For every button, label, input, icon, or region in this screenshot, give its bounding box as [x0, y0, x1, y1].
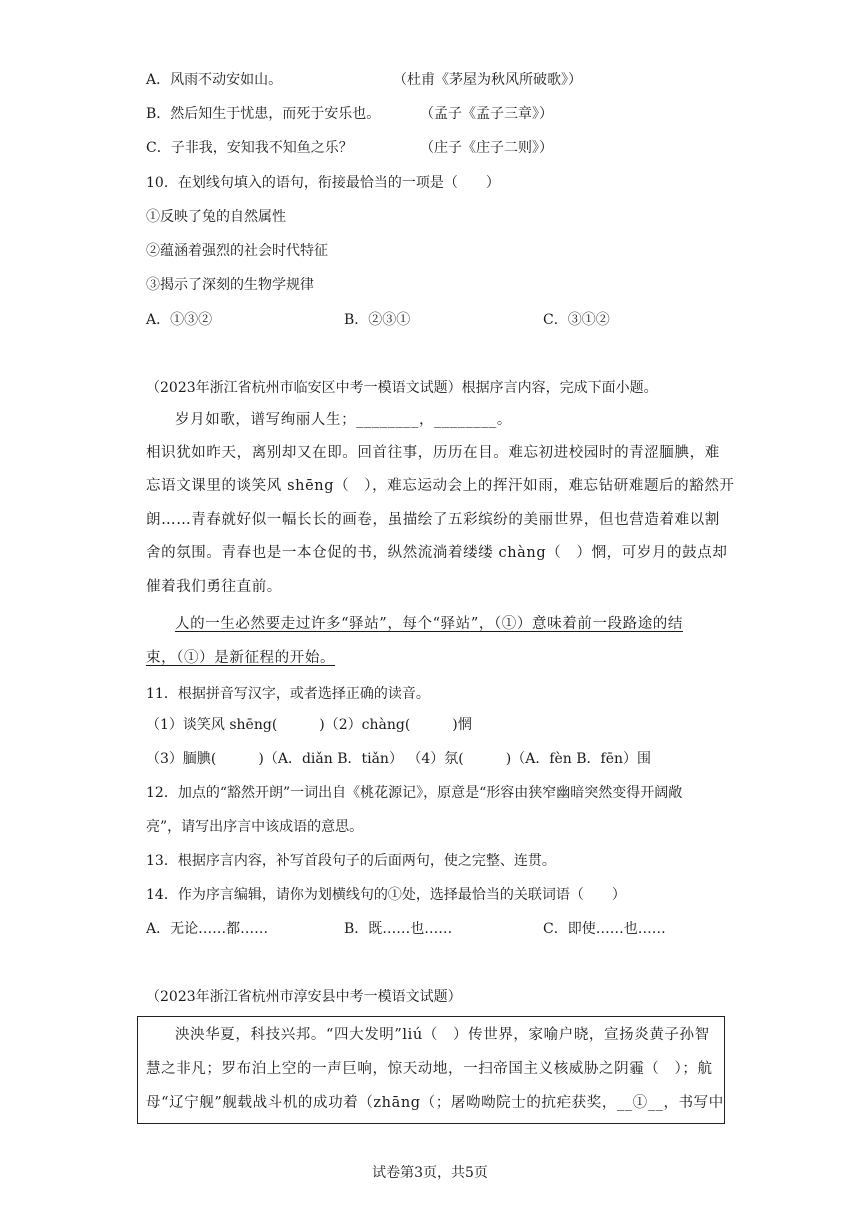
q10-stem: 10．在划线句填入的语句，衔接最恰当的一项是（ ）: [146, 175, 500, 191]
q14-option-a: A．无论……都……: [146, 921, 269, 937]
q9-option-c: C．子非我，安知我不知鱼之乐？: [146, 140, 353, 156]
q9-option-c-source: （庄子《庄子二则》）: [420, 140, 553, 156]
passage-line-5: 舍的氛围。青春也是一本仓促的书，纵然流淌着缕缕 chàng（ ）惘，可岁月的鼓点却: [146, 545, 728, 561]
q9-option-b-source: （孟子《孟子三章》）: [420, 106, 553, 122]
q12-line-2: 亮”，请写出序言中该成语的意思。: [146, 819, 364, 835]
passage-line-1: 岁月如歌，谱写绚丽人生；________，________。: [175, 412, 512, 428]
passage-line-6: 催着我们勇往直前。: [146, 579, 282, 595]
underlined-line-1: 人的一生必然要走过许多“驿站”，每个“驿站”，（①）意味着前一段路途的结: [175, 616, 683, 632]
q9-option-b: B．然后知生于忧患，而死于安乐也。: [146, 106, 381, 122]
q11-stem: 11．根据拼音写汉字，或者选择正确的读音。: [146, 686, 430, 702]
q10-option-c: C．③①②: [543, 312, 610, 328]
q10-item-1: ①反映了兔的自然属性: [146, 209, 286, 225]
q10-item-3: ③揭示了深刻的生物学规律: [146, 277, 314, 293]
q14-option-c: C．即使……也……: [543, 921, 666, 937]
page-footer: 试卷第3页，共5页: [372, 1165, 488, 1181]
passage-line-2: 相识犹如昨天，离别却又在即。回首往事，历历在目。难忘初进校园时的青涩腼腆，难: [146, 445, 720, 461]
underlined-line-2: 束，（①）是新征程的开始。: [146, 650, 336, 666]
box-line-2: 慧之非凡；罗布泊上空的一声巨响，惊天动地，一扫帝国主义核威胁之阴霾（ ）；航: [146, 1061, 713, 1077]
box-line-1: 泱泱华夏，科技兴邦。“四大发明”liú（ ）传世界，家喻户晓，宣扬炎黄子孙智: [175, 1027, 710, 1043]
passage-line-4: 朗……青春就好似一幅长长的画卷，虽描绘了五彩缤纷的美丽世界，但也营造着难以割: [146, 512, 720, 528]
q14-option-b: B．既……也……: [344, 921, 453, 937]
q9-option-a-source: （杜甫《茅屋为秋风所破歌》）: [393, 72, 582, 88]
q12-line-1: 12．加点的“豁然开朗”一词出自《桃花源记》，原意是“形容由狭窄幽暗突然变得开阔敞: [146, 785, 683, 801]
box-line-3: 母“辽宁舰”舰载战斗机的成功着（zhāng（；屠呦呦院士的抗疟获奖，__①__，书写中: [146, 1095, 724, 1111]
q11-row-2: （3）腼腆( )（A．diǎn B．tiǎn） （4）氛( )（A．fèn B．fēn）围: [146, 751, 652, 767]
q13-stem: 13．根据序言内容，补写首段句子的后面两句，使之完整、连贯。: [146, 853, 556, 869]
passage-line-3: 忘语文课里的谈笑风 shēng（ ），难忘运动会上的挥汗如雨，难忘钻研难题后的豁然开: [146, 478, 735, 494]
q10-option-a: A．①③②: [146, 312, 213, 328]
q14-stem: 14．作为序言编辑，请你为划横线句的①处，选择最恰当的关联词语（ ）: [146, 887, 626, 903]
q9-option-a: A．风雨不动安如山。: [146, 72, 283, 88]
q10-option-b: B．②③①: [344, 312, 411, 328]
section2-header: （2023年浙江省杭州市临安区中考一模语文试题）根据序言内容，完成下面小题。: [146, 380, 658, 396]
section3-header: （2023年浙江省杭州市淳安县中考一模语文试题）: [146, 989, 462, 1005]
q11-row-1: （1）谈笑风 shēng( )（2）chàng( )惘: [146, 717, 472, 733]
q10-item-2: ②蕴涵着强烈的社会时代特征: [146, 243, 328, 259]
